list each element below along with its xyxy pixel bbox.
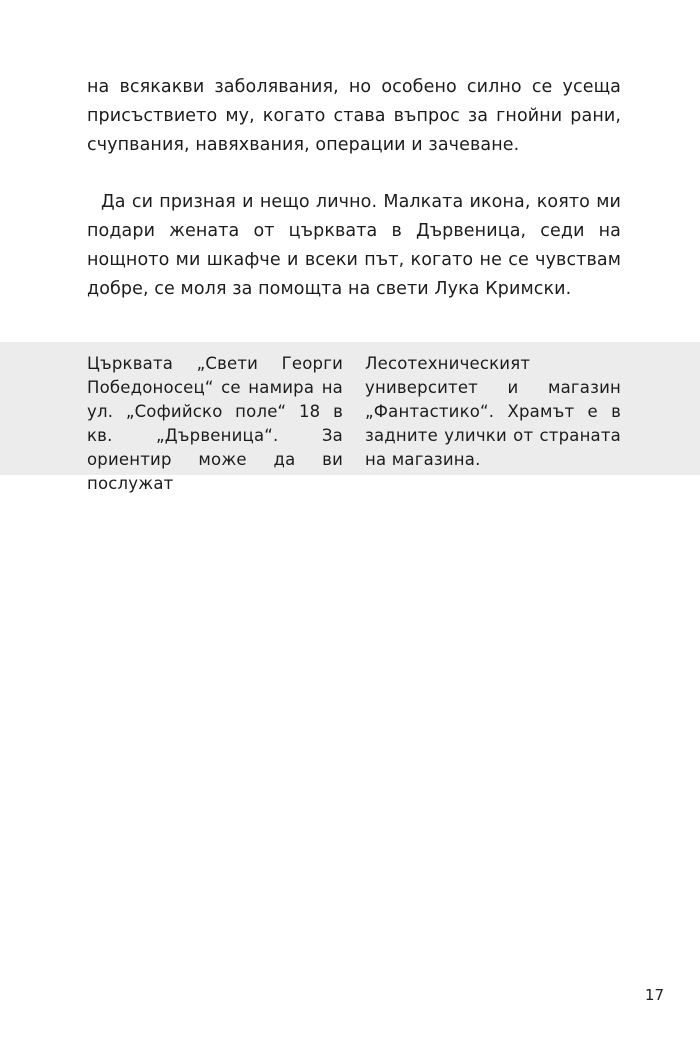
paragraph-2: Да си призная и нещо лично. Малката икона, която ми подари жената от църквата в Дървеница, седи на нощното ми шкафче и всеки път, когато не се чувствам добре, се моля за помощта на свети Лука Кримски. — [87, 192, 621, 299]
paragraph-1: на всякакви заболявания, но особено силно се усеща присъствието му, когато става въпрос за гнойни рани, счупвания, навяхвания, операции и зачеване. — [87, 77, 621, 155]
page-number: 17 — [644, 986, 664, 1004]
info-box-left-column: Църквата „Свети Георги Победоносец“ се намира на ул. „Софийско поле“ 18 в кв. „Дървеница“. За ориентир може да ви послужат — [87, 354, 343, 493]
body-text — [87, 73, 621, 304]
info-box-right-column: Лесотехническият университет и магазин „Фантастико“. Храмът е в задните улички от страната на магазина. — [365, 354, 621, 469]
